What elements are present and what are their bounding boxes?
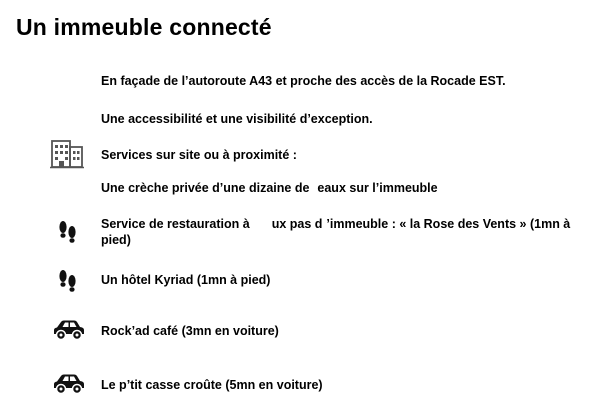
text-fragment: Service de restauration à <box>101 217 250 231</box>
text-fragment: ’immeuble : « la Rose des Vents » (1mn à pied) <box>101 217 571 247</box>
text-line-creche <box>101 180 596 196</box>
text-line-casse-croute: Le p’tit casse croûte (5mn en voiture) <box>101 378 323 392</box>
text-line-accessibility: Une accessibilité et une visibilité d’exception. <box>101 112 373 126</box>
text-line-services: Services sur site ou à proximité : <box>101 148 297 162</box>
text-line-restauration <box>101 216 596 248</box>
car-icon <box>51 318 87 342</box>
text-line-rockad: Rock’ad café (3mn en voiture) <box>101 324 279 338</box>
text-fragment: eaux sur l’immeuble <box>317 181 438 195</box>
text-line-hotel: Un hôtel Kyriad (1mn à pied) <box>101 273 271 287</box>
building-icon <box>50 137 84 169</box>
text-fragment: ux pas d <box>271 217 323 231</box>
car-icon <box>51 372 87 396</box>
text-fragment: Une crèche privée d’une dizaine de <box>101 181 310 195</box>
footprints-icon <box>57 220 79 248</box>
text-line-facade: En façade de l’autoroute A43 et proche des accès de la Rocade EST. <box>101 74 506 88</box>
footprints-icon <box>57 269 79 297</box>
page-title: Un immeuble connecté <box>16 14 272 40</box>
